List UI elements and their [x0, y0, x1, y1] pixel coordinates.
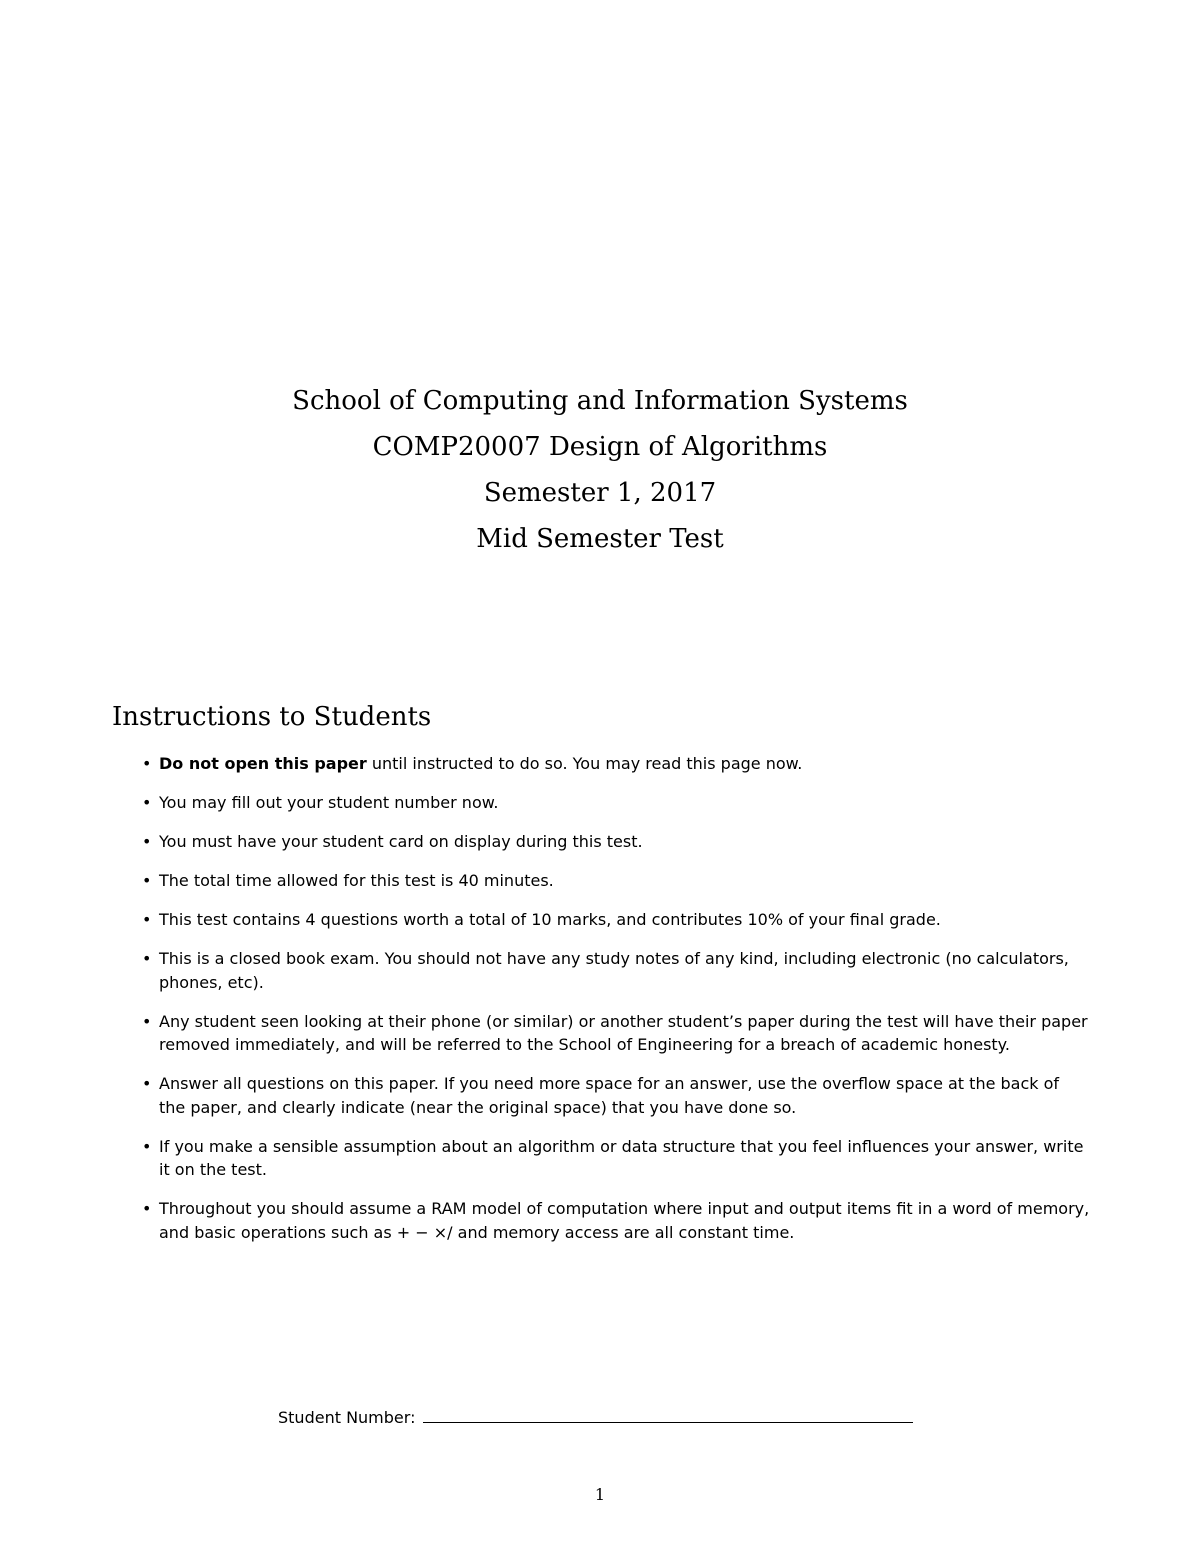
instructions-list	[112, 752, 1090, 1260]
instruction-item	[112, 1135, 1090, 1182]
title-block	[0, 378, 1200, 562]
page-number: 1	[594, 1485, 606, 1504]
instruction-item	[112, 752, 1090, 776]
bullet-icon: •	[142, 910, 152, 929]
instruction-text: Any student seen looking at their phone (or similar) or another student’s paper during the test will have their paper removed immediately, and will be referred to the School of Engineering for a breach of academic honesty.	[159, 1011, 1088, 1054]
instruction-text: If you make a sensible assumption about an algorithm or data structure that you feel influences your answer, write it on the test.	[159, 1136, 1084, 1179]
instruction-item	[112, 791, 1090, 815]
instruction-text: until instructed to do so. You may read this page now.	[366, 754, 803, 773]
semester-label: Semester 1, 2017	[483, 478, 717, 508]
instruction-text: This test contains 4 questions worth a total of 10 marks, and contributes 10% of your final grade.	[159, 910, 941, 929]
bullet-icon: •	[142, 832, 152, 851]
bullet-icon: •	[142, 871, 152, 890]
instruction-item	[112, 1010, 1090, 1057]
instruction-text: You must have your student card on display during this test.	[159, 832, 643, 851]
student-number-label: Student Number:	[278, 1408, 416, 1427]
instruction-text: You may fill out your student number now.	[159, 793, 499, 812]
instruction-item	[112, 1072, 1090, 1119]
instruction-text: This is a closed book exam. You should not have any study notes of any kind, including electronic (no calculators, phones, etc).	[159, 949, 1069, 992]
instruction-text: Answer all questions on this paper. If you need more space for an answer, use the overflow space at the back of the paper, and clearly indicate (near the original space) that you have done so.	[159, 1074, 1060, 1117]
instruction-item	[112, 1197, 1090, 1244]
instructions-heading: Instructions to Students	[112, 702, 432, 732]
bullet-icon: •	[142, 1136, 152, 1156]
bullet-icon: •	[142, 1011, 152, 1031]
instruction-item	[112, 908, 1090, 932]
test-title: Mid Semester Test	[476, 524, 724, 554]
instruction-text: Throughout you should assume a RAM model of computation where input and output items fit in a word of memory, and basic operations such as + − ×/ and memory access are all constant time.	[159, 1199, 1090, 1242]
bullet-icon: •	[142, 949, 152, 968]
bullet-icon: •	[142, 1074, 152, 1093]
student-number-field[interactable]	[278, 1406, 913, 1429]
bullet-icon: •	[142, 1199, 152, 1218]
school-name: School of Computing and Information Systems	[292, 386, 908, 416]
instruction-text: The total time allowed for this test is 40 minutes.	[159, 871, 554, 890]
instruction-item	[112, 947, 1090, 994]
course-title: COMP20007 Design of Algorithms	[372, 432, 828, 462]
student-number-blank[interactable]	[423, 1406, 913, 1423]
instruction-emphasis: Do not open this paper	[159, 754, 367, 773]
instruction-item	[112, 830, 1090, 854]
bullet-icon: •	[142, 754, 152, 773]
bullet-icon: •	[142, 793, 152, 812]
instruction-item	[112, 869, 1090, 893]
